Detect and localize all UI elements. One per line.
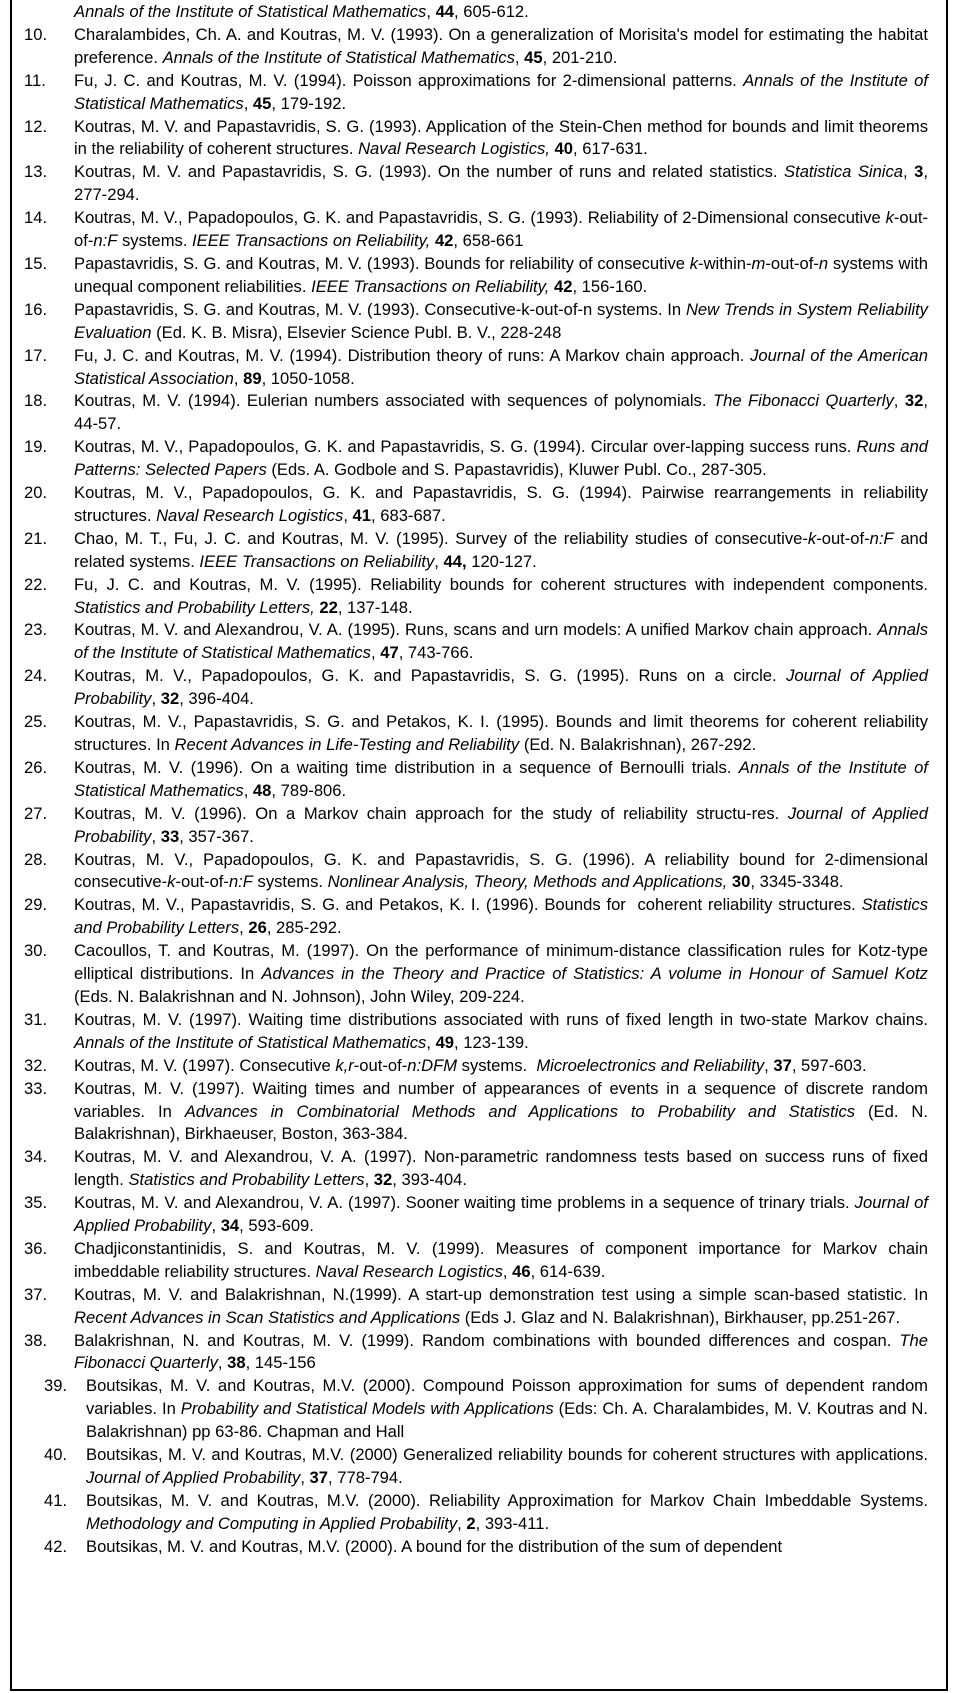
reference-entry <box>24 116 928 162</box>
reference-entry <box>24 1055 928 1078</box>
reference-text: Koutras, M. V. (1994). Eulerian numbers associated with sequences of polynomials. The Fibonacci Quarterly, 32, 44-57. <box>74 391 928 434</box>
reference-entry <box>24 24 928 70</box>
reference-entry <box>24 1146 928 1192</box>
reference-number: 37. <box>24 1284 48 1304</box>
reference-text: Boutsikas, M. V. and Koutras, M.V. (2000). A bound for the distribution of the sum of dependent <box>86 1536 783 1556</box>
reference-entry <box>24 1375 928 1444</box>
reference-number: 33. <box>24 1078 48 1098</box>
reference-entry <box>24 1536 928 1559</box>
reference-entry <box>24 757 928 803</box>
reference-number: 41. <box>44 1490 68 1510</box>
reference-number: 16. <box>24 299 48 319</box>
reference-entry <box>24 619 928 665</box>
reference-number: 22. <box>24 574 48 594</box>
reference-entry <box>24 803 928 849</box>
reference-entry <box>24 574 928 620</box>
reference-number: 19. <box>24 437 48 457</box>
reference-number: 13. <box>24 162 48 182</box>
reference-entry <box>24 528 928 574</box>
reference-text: Koutras, M. V. (1996). On a Markov chain approach for the study of reliability structu-res. Journal of Applied Probability, 33, 357-367. <box>74 803 928 846</box>
reference-number: 29. <box>24 895 48 915</box>
reference-number: 20. <box>24 483 48 503</box>
reference-text: Koutras, M. V. and Alexandrou, V. A. (1997). Non-parametric randomness tests based on success runs of fixed length. Statistics and Probability Letters, 32, 393-404. <box>74 1147 928 1190</box>
reference-entry <box>24 940 928 1009</box>
reference-text: Koutras, M. V. (1997). Consecutive k,r-out-of-n:DFM systems. Microelectronics and Reliability, 37, 597-603. <box>74 1055 867 1075</box>
reference-text: Koutras, M. V. (1997). Waiting times and number of appearances of events in a sequence of discrete random variables. In Advances in Combinatorial Methods and Applications to Probability and Statistics (Ed. N. Balakrishnan), Birkhaeuser, Boston, 363-384. <box>74 1078 929 1144</box>
reference-number: 27. <box>24 803 48 823</box>
reference-text: Koutras, M. V., Papadopoulos, G. K. and Papastavridis, S. G. (1995). Runs on a circle. Journal of Applied Probability, 32, 396-404. <box>74 666 928 709</box>
reference-number: 31. <box>24 1009 48 1029</box>
reference-text: Balakrishnan, N. and Koutras, M. V. (1999). Random combinations with bounded differences and cospan. The Fibonacci Quarterly, 38, 145-156 <box>74 1330 928 1373</box>
reference-entry <box>24 1284 928 1330</box>
reference-number: 39. <box>44 1376 68 1396</box>
reference-number: 38. <box>24 1330 48 1350</box>
reference-text: Cacoullos, T. and Koutras, M. (1997). On the performance of minimum-distance classification rules for Kotz-type elliptical distributions. In Advances in the Theory and Practice of Statistics: A volume in Honour of Samuel Kotz (Eds. N. Balakrishnan and N. Johnson), John Wiley, 209-224. <box>74 941 928 1006</box>
reference-text: Boutsikas, M. V. and Koutras, M.V. (2000) Generalized reliability bounds for coherent structures with applications. Journal of Applied Probability, 37, 778-794. <box>86 1445 928 1487</box>
reference-text: Chao, M. T., Fu, J. C. and Koutras, M. V. (1995). Survey of the reliability studies of consecutive-k-out-of-n:F and related systems. IEEE Transactions on Reliability, 44, 120-127. <box>74 528 928 571</box>
reference-text: Papastavridis, S. G. and Koutras, M. V. (1993). Consecutive-k-out-of-n systems. In New Trends in System Reliability Evaluation (Ed. K. B. Misra), Elsevier Science Publ. B. V., 228-248 <box>74 299 928 342</box>
document-page <box>10 0 948 1691</box>
reference-entry <box>24 711 928 757</box>
reference-text: Koutras, M. V., Papadopoulos, G. K. and Papastavridis, S. G. (1996). A reliability bound for 2-dimensional consecutive-k-out-of-n:F systems. Nonlinear Analysis, Theory, Methods and Applications, 30, 3345-3348. <box>74 849 928 892</box>
reference-entry <box>24 1330 928 1376</box>
reference-entry <box>24 482 928 528</box>
reference-entry <box>24 161 928 207</box>
reference-entry <box>24 1444 928 1490</box>
reference-entry <box>24 1 928 24</box>
reference-entry <box>24 849 928 895</box>
reference-entry <box>24 299 928 345</box>
reference-number: 34. <box>24 1147 48 1167</box>
reference-number: 23. <box>24 620 48 640</box>
reference-number: 18. <box>24 391 48 411</box>
reference-entry <box>24 665 928 711</box>
reference-entry <box>24 1192 928 1238</box>
reference-text: Koutras, M. V., Papastavridis, S. G. and Petakos, K. I. (1995). Bounds and limit theorems for coherent reliability structures. In Recent Advances in Life-Testing and Reliability (Ed. N. Balakrishnan), 267-292. <box>74 712 928 754</box>
reference-number: 10. <box>24 24 48 44</box>
reference-number: 30. <box>24 941 48 961</box>
reference-number: 42. <box>44 1536 68 1556</box>
reference-number: 11. <box>24 70 46 90</box>
reference-entry <box>24 345 928 391</box>
reference-entry <box>24 207 928 253</box>
reference-entry <box>24 1238 928 1284</box>
reference-entry <box>24 1490 928 1536</box>
reference-text: Koutras, M. V., Papastavridis, S. G. and Petakos, K. I. (1996). Bounds for coherent reliability structures. Statistics and Probability Letters, 26, 285-292. <box>74 895 928 938</box>
reference-text: Fu, J. C. and Koutras, M. V. (1995). Reliability bounds for coherent structures with independent components. Statistics and Probability Letters, 22, 137-148. <box>74 574 928 617</box>
reference-text: Annals of the Institute of Statistical Mathematics, 44, 605-612. <box>74 2 529 21</box>
reference-list <box>24 1 928 1559</box>
reference-text: Koutras, M. V. and Balakrishnan, N.(1999). A start-up demonstration test using a simple scan-based statistic. In Recent Advances in Scan Statistics and Applications (Eds J. Glaz and N. Balakrishnan), Birkhauser, pp.251-267. <box>74 1284 928 1327</box>
reference-text: Koutras, M. V. and Papastavridis, S. G. (1993). Application of the Stein-Chen method for bounds and limit theorems in the reliability of coherent structures. Naval Research Logistics, 40, 617-631. <box>74 116 928 159</box>
reference-number: 21. <box>24 528 48 548</box>
reference-entry <box>24 1078 928 1147</box>
reference-text: Koutras, M. V. (1997). Waiting time distributions associated with runs of fixed length in two-state Markov chains. Annals of the Institute of Statistical Mathematics, 49, 123-139. <box>74 1009 928 1052</box>
reference-text: Koutras, M. V., Papadopoulos, G. K. and Papastavridis, S. G. (1993). Reliability of 2-Dimensional consecutive k-out-of-n:F systems. IEEE Transactions on Reliability, 42, 658-661 <box>74 208 928 251</box>
reference-entry <box>24 436 928 482</box>
reference-text: Charalambides, Ch. A. and Koutras, M. V. (1993). On a generalization of Morisita's model for estimating the habitat preference. Annals of the Institute of Statistical Mathematics, 45, 201-210. <box>74 24 928 67</box>
reference-entry <box>24 253 928 299</box>
reference-number: 14. <box>24 208 48 228</box>
reference-number: 25. <box>24 712 48 732</box>
reference-text: Koutras, M. V., Papadopoulos, G. K. and Papastavridis, S. G. (1994). Pairwise rearrangements in reliability structures. Naval Research Logistics, 41, 683-687. <box>74 483 928 525</box>
reference-entry <box>24 894 928 940</box>
reference-number: 24. <box>24 666 48 686</box>
reference-number: 17. <box>24 345 48 365</box>
reference-text: Koutras, M. V. (1996). On a waiting time distribution in a sequence of Bernoulli trials. Annals of the Institute of Statistical Mathematics, 48, 789-806. <box>74 757 928 800</box>
reference-text: Boutsikas, M. V. and Koutras, M.V. (2000). Compound Poisson approximation for sums of dependent random variables. In Probability and Statistical Models with Applications (Eds: Ch. A. Charalambides, M. V. Koutras and N. Balakrishnan) pp 63-86. Chapman and Hall <box>86 1376 928 1442</box>
reference-text: Koutras, M. V. and Alexandrou, V. A. (1995). Runs, scans and urn models: A unified Markov chain approach. Annals of the Institute of Statistical Mathematics, 47, 743-766. <box>74 620 928 663</box>
reference-text: Chadjiconstantinidis, S. and Koutras, M. V. (1999). Measures of component importance for Markov chain imbeddable reliability structures. Naval Research Logistics, 46, 614-639. <box>74 1238 928 1281</box>
reference-text: Boutsikas, M. V. and Koutras, M.V. (2000). Reliability Approximation for Markov Chain Imbeddable Systems. Methodology and Computing in Applied Probability, 2, 393-411. <box>86 1490 928 1533</box>
reference-number: 36. <box>24 1238 48 1258</box>
reference-entry <box>24 70 928 116</box>
reference-text: Fu, J. C. and Koutras, M. V. (1994). Distribution theory of runs: A Markov chain approach. Journal of the American Statistical Association, 89, 1050-1058. <box>74 345 928 388</box>
reference-number: 32. <box>24 1055 48 1075</box>
reference-number: 28. <box>24 849 48 869</box>
reference-entry <box>24 390 928 436</box>
reference-number: 12. <box>24 116 48 136</box>
reference-number: 40. <box>44 1445 68 1465</box>
reference-entry <box>24 1009 928 1055</box>
reference-text: Papastavridis, S. G. and Koutras, M. V. (1993). Bounds for reliability of consecutive k-within-m-out-of-n systems with unequal component reliabilities. IEEE Transactions on Reliability, 42, 156-160. <box>74 253 928 296</box>
reference-text: Koutras, M. V. and Papastavridis, S. G. (1993). On the number of runs and related statistics. Statistica Sinica, 3, 277-294. <box>74 162 928 205</box>
reference-number: 26. <box>24 757 48 777</box>
reference-number: 35. <box>24 1193 48 1213</box>
reference-number: 15. <box>24 253 48 273</box>
reference-text: Koutras, M. V., Papadopoulos, G. K. and Papastavridis, S. G. (1994). Circular over-lapping success runs. Runs and Patterns: Selected Papers (Eds. A. Godbole and S. Papastavridis), Kluwer Publ. Co., 287-305. <box>74 437 928 480</box>
reference-text: Fu, J. C. and Koutras, M. V. (1994). Poisson approximations for 2-dimensional patterns. Annals of the Institute of Statistical Mathematics, 45, 179-192. <box>74 70 928 113</box>
reference-text: Koutras, M. V. and Alexandrou, V. A. (1997). Sooner waiting time problems in a sequence of trinary trials. Journal of Applied Probability, 34, 593-609. <box>74 1193 928 1236</box>
